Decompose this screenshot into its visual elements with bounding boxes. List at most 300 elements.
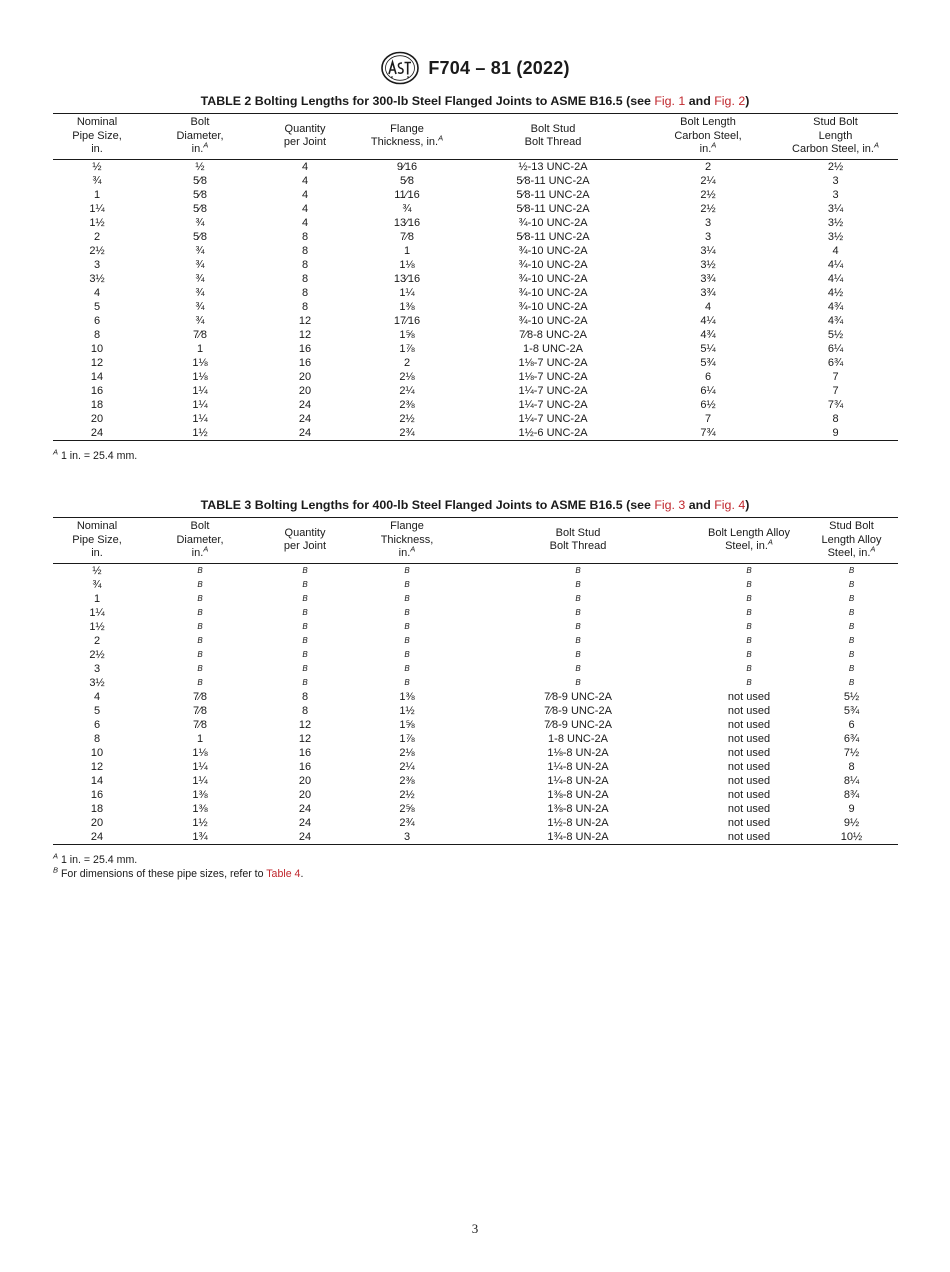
column-header-line: Diameter,: [176, 533, 224, 546]
table-cell: not used: [727, 802, 771, 815]
table-cell: B: [302, 593, 308, 603]
table-cell: 1: [93, 592, 101, 605]
column-header-line: Quantity: [284, 526, 326, 539]
table-cell: ½-13 UNC-2A: [518, 160, 588, 173]
table-cell: 7⁄8-9 UNC-2A: [544, 718, 612, 731]
table-row: [53, 732, 898, 746]
table-cell: 4¼: [700, 314, 716, 327]
table-cell: 3½: [827, 216, 844, 229]
table-cell: 4½: [827, 286, 844, 299]
table-cell: 3½: [89, 676, 105, 689]
table-cell: not used: [727, 774, 771, 787]
table-cell: B: [404, 565, 410, 575]
table-cell: B: [848, 649, 855, 659]
table-cell: B: [575, 607, 581, 617]
table-row: [53, 606, 898, 620]
table-cell: 5⁄8: [192, 174, 208, 187]
table-cell: 5⁄8-11 UNC-2A: [516, 188, 590, 201]
title-conjunction: and: [685, 94, 715, 108]
table-cell: 12: [298, 718, 312, 731]
table-cell: 2⅜: [399, 398, 415, 411]
table-cell: 8¼: [843, 774, 860, 787]
table-row: [53, 370, 898, 384]
table-cell: 20: [298, 788, 312, 801]
column-header-line: Length: [818, 129, 853, 142]
footnote-marker: A: [711, 140, 717, 150]
table-row: [53, 788, 898, 802]
table-cell: 24: [53, 426, 141, 441]
table-cell: ¾-10 UNC-2A: [518, 216, 588, 229]
table-cell: 2¾: [399, 816, 415, 829]
table-cell: 18: [90, 802, 104, 815]
table-row: [53, 202, 898, 216]
column-header-line: Pipe Size,: [72, 129, 122, 142]
table-cell: 4: [832, 244, 839, 257]
table-cell: 2⅛: [399, 370, 415, 383]
table-cell: 13⁄16: [393, 216, 421, 229]
table-2-title: [0, 94, 950, 108]
table-row: [53, 286, 898, 300]
column-header-line: Bolt: [190, 116, 210, 128]
table-cell: B: [404, 663, 410, 673]
table-cell: 1⅜-8 UN-2A: [547, 788, 609, 801]
table-row: [53, 188, 898, 202]
table-cell: 5⁄8: [192, 202, 208, 215]
table-row: [53, 578, 898, 592]
table-cell: 8: [301, 258, 309, 271]
table-cell: 6: [704, 370, 712, 383]
table-row: [53, 328, 898, 342]
table-cell: 3½: [700, 258, 716, 271]
table-cell: 1¼-7 UNC-2A: [518, 384, 588, 397]
table-cell: 5¼: [700, 342, 716, 355]
table-cell: B: [197, 607, 203, 617]
table-cell: 1⅝: [399, 328, 415, 341]
table-cell: 5¾: [700, 356, 716, 369]
table-cell: 1⅛: [399, 258, 415, 271]
column-header: [805, 518, 898, 564]
column-header-line: Bolt: [190, 520, 210, 532]
table-cell: 1½: [89, 216, 105, 229]
table-2-title-text: TABLE 2 Bolting Lengths for 300-lb Steel Flanged Joints to ASME B16.5 (see: [200, 94, 655, 108]
table-cell: 3: [351, 830, 463, 845]
footnote-marker: B: [53, 865, 59, 875]
table-row: [53, 384, 898, 398]
column-header: [141, 114, 259, 160]
column-header-line: Thickness,: [380, 533, 434, 546]
table-cell: 10: [90, 746, 104, 759]
table-cell: not used: [727, 732, 771, 745]
title-conjunction: and: [685, 498, 715, 512]
table-cell: 6: [93, 314, 101, 327]
table-row: [53, 398, 898, 412]
fig-4-link[interactable]: Fig. 4: [714, 498, 746, 512]
table-cell: 8: [832, 412, 839, 425]
table-cell: 20: [90, 412, 104, 425]
table-cell: 2: [704, 160, 712, 173]
table-cell: 5½: [843, 690, 860, 703]
table-cell: 24: [298, 398, 312, 411]
table-cell: 7½: [843, 746, 860, 759]
table-cell: 18: [90, 398, 104, 411]
column-header: [693, 518, 805, 564]
table-cell: B: [404, 607, 410, 617]
table-cell: B: [575, 579, 581, 589]
column-header-line: Bolt Length: [680, 116, 736, 128]
table-cell: not used: [727, 760, 771, 773]
footnote-marker: A: [203, 544, 209, 554]
column-header: [53, 114, 141, 160]
table-cell: 1¼: [89, 606, 105, 619]
footnote-marker: A: [767, 537, 773, 547]
table-cell: ¾: [402, 202, 412, 215]
table-cell: 7⁄8: [192, 718, 208, 731]
table-cell: B: [197, 579, 203, 589]
table-row: [53, 662, 898, 676]
column-header-line: Bolt Length Alloy: [708, 526, 790, 539]
table-cell: 1½-8 UN-2A: [547, 816, 609, 829]
column-header-line: Length Alloy: [821, 533, 882, 546]
column-header: [141, 518, 259, 564]
table-cell: 1⅛-7 UNC-2A: [518, 356, 588, 369]
table-header-row: [53, 114, 898, 160]
table-cell: 1¼-7 UNC-2A: [518, 398, 588, 411]
table-cell: 16: [90, 788, 104, 801]
column-header: [53, 518, 141, 564]
table-cell: 8: [301, 286, 309, 299]
table-cell: 6¼: [700, 384, 716, 397]
footnote-text: 1 in. = 25.4 mm.: [58, 854, 138, 866]
table-cell: 7⁄8: [192, 690, 208, 703]
table-cell: 7: [832, 384, 839, 397]
table-cell: B: [746, 607, 752, 617]
table-cell: B: [302, 621, 308, 631]
footnote-marker: A: [410, 544, 416, 554]
table-cell: 5: [93, 704, 101, 717]
table-row: [53, 412, 898, 426]
table-cell: 12: [90, 760, 104, 773]
table-cell: 5⁄8: [192, 230, 208, 243]
table-cell: 2½: [399, 412, 415, 425]
table-cell: B: [302, 579, 308, 589]
table-cell: 9½: [843, 816, 860, 829]
table-cell: 13⁄16: [393, 272, 421, 285]
table-cell: 4: [93, 690, 101, 703]
table-cell: 11⁄16: [394, 188, 420, 201]
column-header-line: Steel, in.: [725, 540, 768, 553]
page-number: 3: [471, 1221, 479, 1236]
table-cell: 1⅛-7 UNC-2A: [518, 370, 588, 383]
table-cell: 1½: [399, 704, 415, 717]
column-header-line: Nominal: [76, 116, 118, 128]
table-row: [53, 816, 898, 830]
table-cell: 2: [93, 634, 101, 647]
column-header-line: Flange: [390, 122, 424, 135]
column-header-line: in.: [699, 143, 712, 155]
table-row: [53, 676, 898, 690]
table-cell: 2: [93, 230, 101, 243]
table-cell: not used: [727, 746, 771, 759]
table-cell: 1½: [192, 816, 208, 829]
table-cell: B: [404, 593, 410, 603]
table-row: [53, 746, 898, 760]
table-2: [53, 113, 898, 441]
table-cell: ¾: [195, 286, 205, 299]
table-cell: 2⅜: [399, 774, 415, 787]
table-cell: B: [746, 663, 752, 673]
table-cell: 10: [90, 342, 104, 355]
table-cell: 4¾: [827, 314, 844, 327]
table-2-footnotes: [53, 449, 137, 463]
footnote: [53, 867, 303, 881]
table-cell: 5⁄8-11 UNC-2A: [516, 230, 590, 243]
table-cell: ½: [92, 160, 102, 173]
table-row: [53, 592, 898, 606]
table-cell: B: [848, 607, 855, 617]
table-cell: 8: [301, 704, 309, 717]
table-row: [53, 620, 898, 634]
table-cell: B: [848, 663, 855, 673]
table-row: [53, 216, 898, 230]
table-row: [53, 802, 898, 816]
table-cell: 8: [301, 690, 309, 703]
table-cell: 1-8 UNC-2A: [523, 342, 583, 355]
table-cell: ½: [92, 564, 102, 577]
table-cell: B: [575, 663, 581, 673]
table-cell: 14: [90, 774, 104, 787]
table-cell: 5⁄8: [192, 188, 208, 201]
table-cell: 3¾: [700, 286, 716, 299]
table-cell: B: [404, 649, 410, 659]
table-cell: 6½: [700, 398, 716, 411]
table-cell: 1: [196, 342, 204, 355]
footnote-marker: A: [438, 133, 444, 143]
table-cell: 9⁄16: [396, 160, 418, 173]
table-cell: 7⁄8: [192, 328, 208, 341]
table-cell: 1¼: [192, 412, 208, 425]
table-cell: 8: [93, 732, 101, 745]
table-cell: 7⁄8-8 UNC-2A: [519, 328, 587, 341]
fig-3-link[interactable]: Fig. 3: [654, 498, 686, 512]
column-header-line: Bolt Thread: [549, 540, 607, 553]
table-cell: B: [746, 649, 752, 659]
footnote-text: For dimensions of these pipe sizes, refer to: [58, 868, 267, 880]
table-cell: 16: [298, 356, 312, 369]
table-cell: ¾-10 UNC-2A: [518, 286, 588, 299]
table-row: [53, 648, 898, 662]
table-cell: 1⅛: [192, 370, 208, 383]
table-cell: 4: [93, 286, 101, 299]
table-cell: 1: [403, 244, 411, 257]
column-header-line: Pipe Size,: [72, 533, 122, 546]
table-3: [53, 517, 898, 845]
table-cell: ¾: [92, 174, 102, 187]
table-cell: 1¼-8 UN-2A: [547, 760, 609, 773]
column-header-line: per Joint: [283, 540, 327, 553]
column-header-line: Bolt Stud: [555, 526, 601, 539]
table-cell: B: [575, 649, 581, 659]
column-header-line: Carbon Steel, in.: [792, 143, 874, 155]
table-cell: ¾-10 UNC-2A: [518, 314, 588, 327]
table-cell: 1⅞: [399, 732, 415, 745]
table-cell: B: [746, 677, 752, 687]
table-cell: 20: [90, 816, 104, 829]
table-cell: 3: [704, 216, 712, 229]
table-cell: 5⁄8: [399, 174, 415, 187]
table-cell: 4: [301, 160, 309, 173]
table-row: [53, 300, 898, 314]
table-cell: B: [404, 579, 410, 589]
table-cell: B: [575, 565, 581, 575]
table-row: [53, 704, 898, 718]
footnote-marker: A: [203, 140, 209, 150]
table-row: [53, 272, 898, 286]
table-cell: 12: [298, 314, 312, 327]
footnote-text: 1 in. = 25.4 mm.: [58, 450, 138, 462]
table-cell: ¾: [195, 244, 205, 257]
column-header: [463, 114, 643, 160]
table-cell: 3: [93, 258, 101, 271]
column-header: [259, 114, 351, 160]
table-cell: ¾: [195, 314, 205, 327]
table-cell: 14: [90, 370, 104, 383]
table-cell: ¾-10 UNC-2A: [518, 258, 588, 271]
table-cell: 24: [53, 830, 141, 845]
table-cell: 4¾: [827, 300, 844, 313]
table-cell: ¾: [195, 216, 205, 229]
table-cell: 3¼: [700, 244, 716, 257]
table-3-title: [0, 498, 950, 512]
table-cell: 2½: [827, 160, 844, 173]
table-cell: 20: [298, 774, 312, 787]
table-cell: 2½: [89, 244, 105, 257]
column-header-line: Bolt Thread: [524, 136, 582, 149]
table-cell: ¾: [195, 258, 205, 271]
table-cell: 7⁄8-9 UNC-2A: [544, 690, 612, 703]
column-header-line: in.: [91, 143, 103, 155]
table-cell: 1¼: [399, 286, 415, 299]
table-cell: 2: [403, 356, 411, 369]
column-header-line: Diameter,: [176, 129, 224, 142]
table-cell: B: [848, 621, 855, 631]
table-cell: 6¼: [827, 342, 844, 355]
footnote-marker: A: [53, 447, 59, 457]
table-cell: 6¾: [827, 356, 844, 369]
column-header-line: in.: [191, 143, 204, 155]
table-cell: 6¾: [843, 732, 860, 745]
table-header-row: [53, 518, 898, 564]
table-cell: 4: [301, 202, 309, 215]
table-cell: B: [746, 621, 752, 631]
table-cell: B: [302, 677, 308, 687]
table-4-link[interactable]: Table 4: [266, 868, 301, 880]
column-header-line: per Joint: [283, 136, 327, 149]
table-cell: 1¾-8 UN-2A: [463, 830, 693, 845]
title-close-paren: ): [745, 94, 750, 108]
table-cell: 1¼: [192, 398, 208, 411]
table-cell: 7¾: [827, 398, 844, 411]
column-header-line: in.: [91, 547, 103, 559]
table-cell: 6: [93, 718, 101, 731]
table-cell: B: [197, 635, 203, 645]
table-cell: 4: [704, 300, 712, 313]
table-cell: B: [404, 677, 410, 687]
table-cell: 12: [90, 356, 104, 369]
table-cell: 2⅝: [399, 802, 415, 815]
table-row: [53, 634, 898, 648]
column-header: [351, 518, 463, 564]
table-row: [53, 230, 898, 244]
fig-1-link[interactable]: Fig. 1: [654, 94, 686, 108]
table-row: [53, 356, 898, 370]
table-cell: 1⅜: [192, 802, 208, 815]
table-cell: 1: [196, 732, 204, 745]
table-cell: 24: [298, 412, 312, 425]
table-cell: ¾-10 UNC-2A: [518, 300, 588, 313]
table-cell: ¾: [195, 300, 205, 313]
table-cell: 7⁄8: [192, 704, 208, 717]
table-cell: 9: [848, 802, 855, 815]
table-cell: 7: [832, 370, 839, 383]
table-cell: 16: [298, 746, 312, 759]
footnote-text-end: .: [300, 868, 304, 880]
fig-2-link[interactable]: Fig. 2: [714, 94, 746, 108]
table-cell: 16: [298, 760, 312, 773]
table-cell: 3: [832, 174, 839, 187]
table-cell: 20: [298, 384, 312, 397]
table-cell: 1⅛-8 UN-2A: [547, 746, 609, 759]
footnote: [53, 853, 303, 867]
table-row: [53, 426, 898, 441]
table-cell: not used: [727, 690, 771, 703]
table-cell: 3¼: [827, 202, 844, 215]
table-cell: 17⁄16: [393, 314, 421, 327]
table-cell: 5⁄8-11 UNC-2A: [516, 202, 590, 215]
table-cell: ¾-10 UNC-2A: [518, 244, 588, 257]
table-cell: 1¼: [192, 384, 208, 397]
table-row: [53, 174, 898, 188]
table-cell: 2½: [89, 648, 105, 661]
table-cell: B: [848, 593, 855, 603]
astm-logo-icon: [380, 51, 420, 85]
table-cell: 8¾: [843, 788, 860, 801]
table-cell: B: [302, 607, 308, 617]
column-header-line: Stud Bolt: [813, 116, 858, 128]
table-cell: B: [197, 677, 203, 687]
table-cell: 7¾: [643, 426, 773, 441]
table-row: [53, 830, 898, 845]
table-cell: 8: [848, 760, 855, 773]
column-header-line: Carbon Steel,: [674, 129, 742, 142]
table-cell: 12: [298, 732, 312, 745]
table-cell: B: [575, 621, 581, 631]
table-cell: 2½: [700, 202, 716, 215]
table-cell: 3: [704, 230, 712, 243]
table-cell: 1¼: [192, 774, 208, 787]
table-cell: 3¾: [700, 272, 716, 285]
table-cell: 1⅝: [399, 718, 415, 731]
column-header-line: Thickness, in.: [370, 136, 439, 149]
table-cell: 2½: [399, 788, 415, 801]
table-cell: B: [302, 635, 308, 645]
column-header: [643, 114, 773, 160]
document-header: [0, 50, 950, 86]
table-cell: 1⅜-8 UN-2A: [547, 802, 609, 815]
column-header: [773, 114, 898, 160]
table-cell: 12: [298, 328, 312, 341]
column-header-line: Stud Bolt: [829, 520, 874, 532]
table-cell: 20: [298, 370, 312, 383]
